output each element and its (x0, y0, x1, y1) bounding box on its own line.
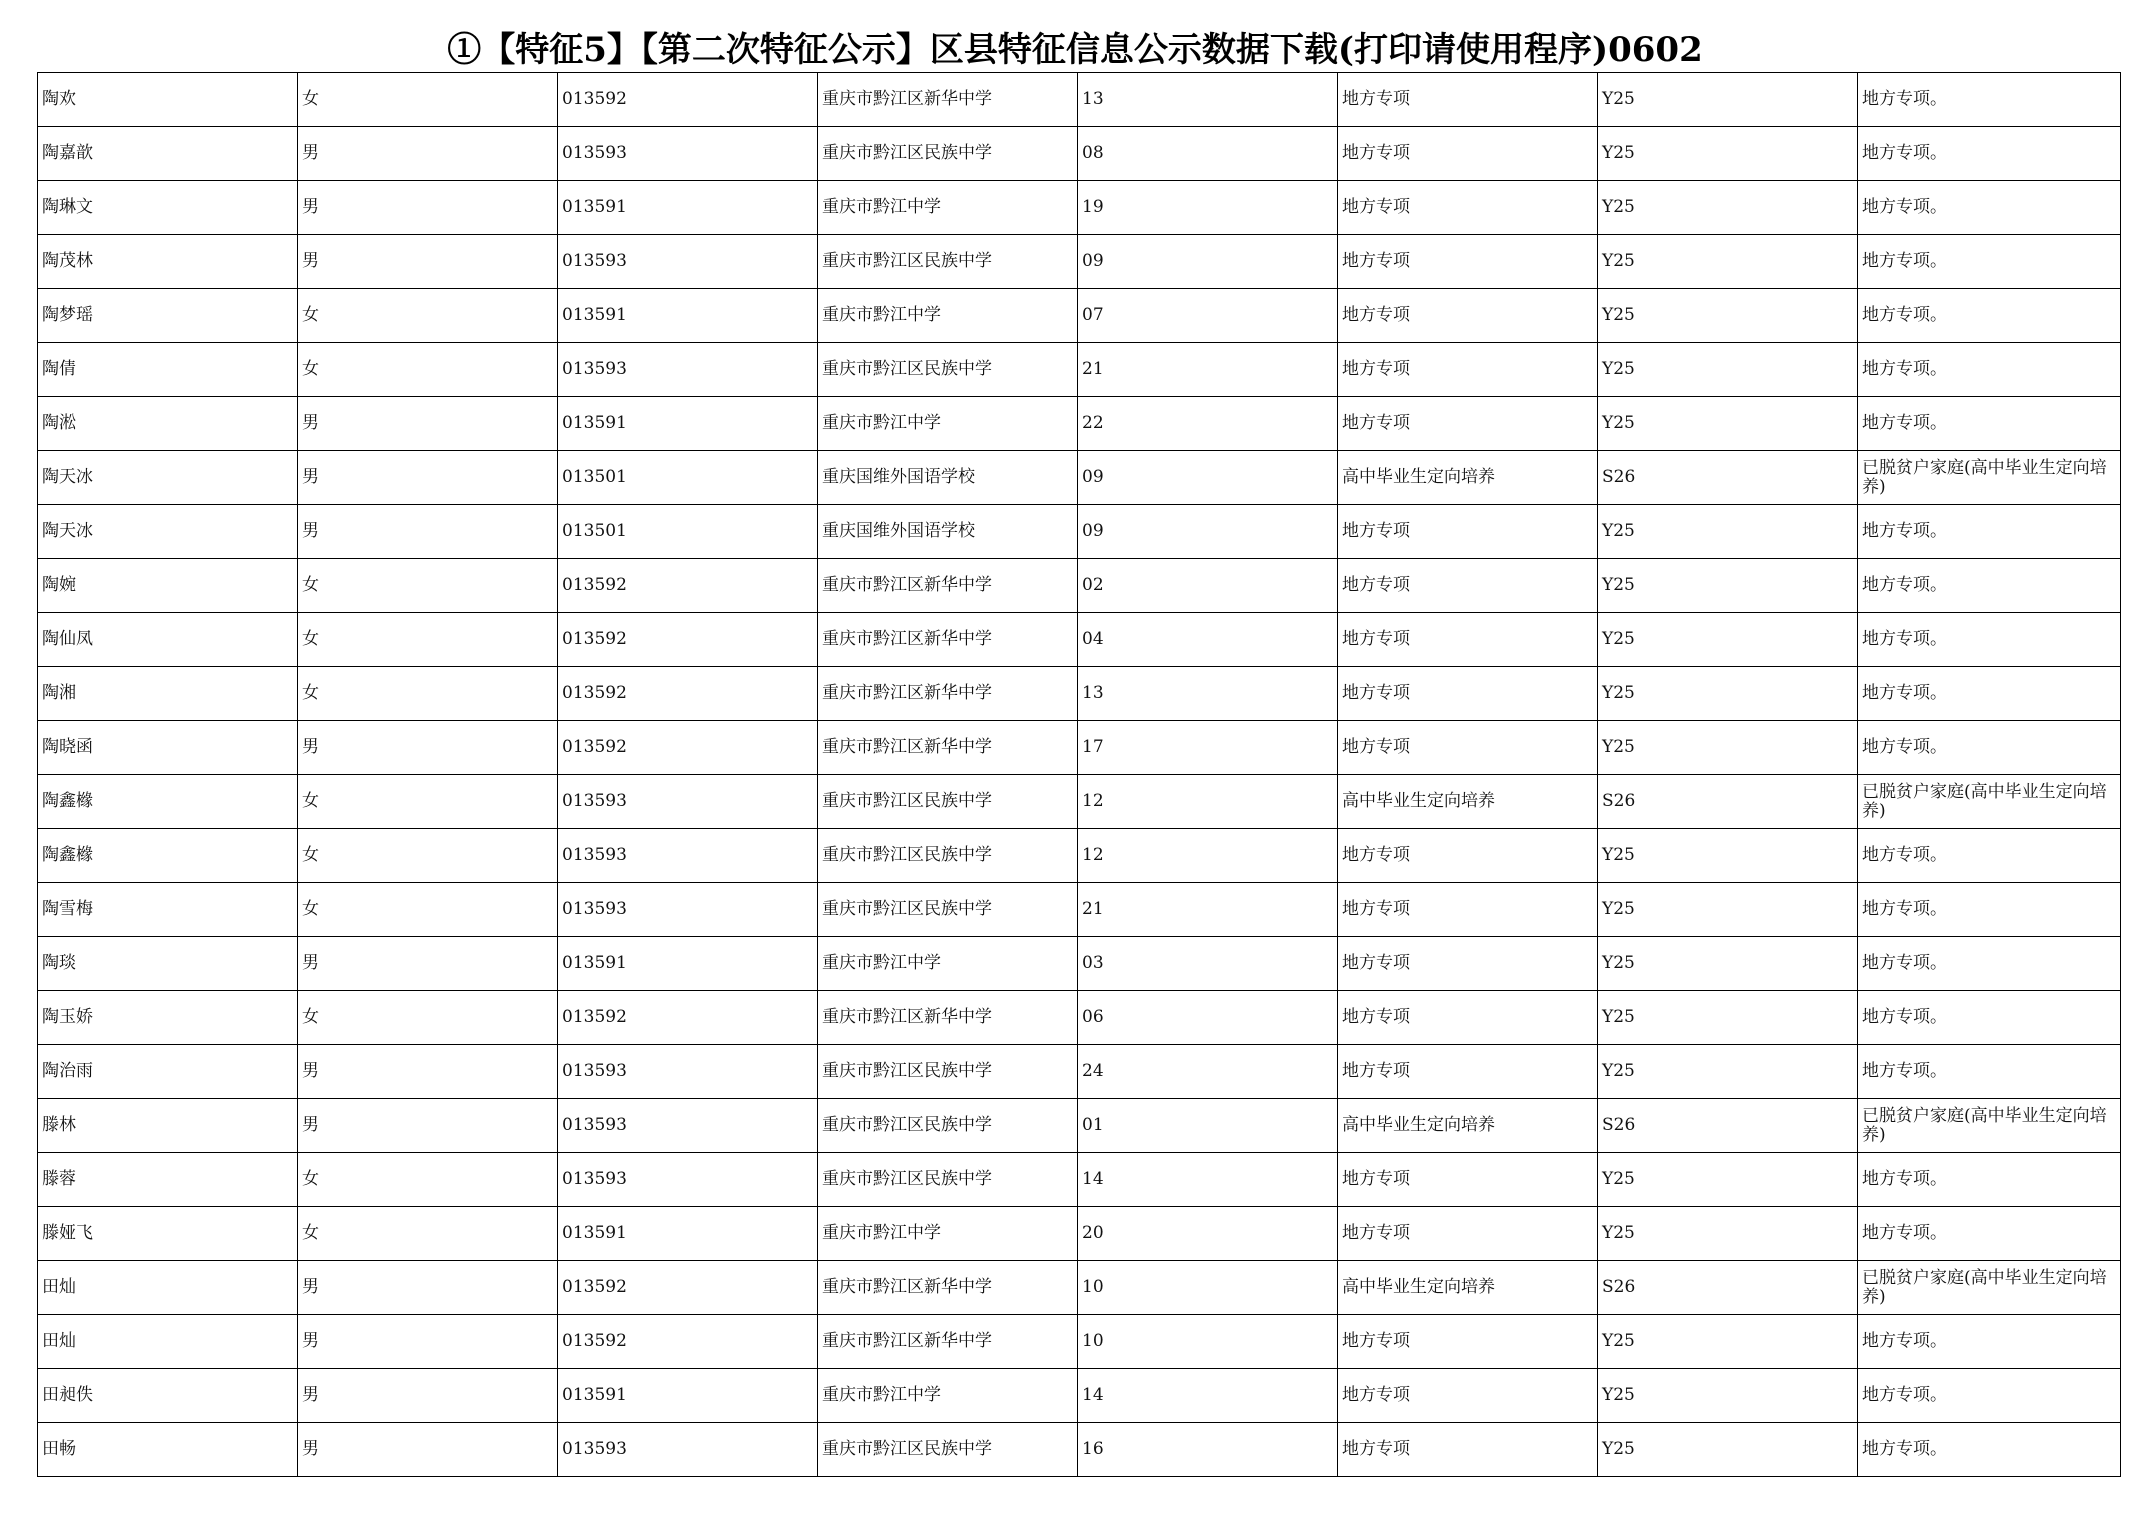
school-code-cell: 013593 (558, 775, 818, 829)
gender-cell: 女 (298, 667, 558, 721)
school-code-cell: 013593 (558, 127, 818, 181)
name-cell: 陶琰 (38, 937, 298, 991)
name-cell: 陶淞 (38, 397, 298, 451)
gender-cell: 男 (298, 505, 558, 559)
school-code-cell: 013592 (558, 559, 818, 613)
remark-cell: 地方专项。 (1858, 505, 2121, 559)
category-cell: 地方专项 (1338, 937, 1598, 991)
school-code-cell: 013592 (558, 73, 818, 127)
school-name-cell: 重庆市黔江区民族中学 (818, 775, 1078, 829)
category-cell: 地方专项 (1338, 1045, 1598, 1099)
table-row (38, 1099, 2121, 1153)
remark-cell: 地方专项。 (1858, 1369, 2121, 1423)
gender-cell: 男 (298, 181, 558, 235)
class-cell: 09 (1078, 451, 1338, 505)
table-row (38, 1423, 2121, 1477)
type-code-cell: Y25 (1598, 991, 1858, 1045)
school-code-cell: 013593 (558, 1099, 818, 1153)
class-cell: 01 (1078, 1099, 1338, 1153)
school-name-cell: 重庆市黔江中学 (818, 181, 1078, 235)
school-code-cell: 013593 (558, 829, 818, 883)
class-cell: 09 (1078, 235, 1338, 289)
table-row (38, 451, 2121, 505)
class-cell: 10 (1078, 1261, 1338, 1315)
remark-cell: 地方专项。 (1858, 181, 2121, 235)
gender-cell: 女 (298, 559, 558, 613)
type-code-cell: Y25 (1598, 235, 1858, 289)
table-row (38, 883, 2121, 937)
class-cell: 16 (1078, 1423, 1338, 1477)
class-cell: 17 (1078, 721, 1338, 775)
school-name-cell: 重庆市黔江区民族中学 (818, 1423, 1078, 1477)
school-name-cell: 重庆市黔江区新华中学 (818, 73, 1078, 127)
type-code-cell: Y25 (1598, 1369, 1858, 1423)
category-cell: 高中毕业生定向培养 (1338, 1261, 1598, 1315)
gender-cell: 女 (298, 829, 558, 883)
gender-cell: 女 (298, 1153, 558, 1207)
gender-cell: 男 (298, 937, 558, 991)
school-code-cell: 013591 (558, 181, 818, 235)
remark-cell: 已脱贫户家庭(高中毕业生定向培养) (1858, 451, 2121, 505)
table-row (38, 1207, 2121, 1261)
school-name-cell: 重庆市黔江中学 (818, 937, 1078, 991)
name-cell: 陶治雨 (38, 1045, 298, 1099)
category-cell: 地方专项 (1338, 505, 1598, 559)
name-cell: 滕林 (38, 1099, 298, 1153)
category-cell: 高中毕业生定向培养 (1338, 1099, 1598, 1153)
table-row (38, 235, 2121, 289)
category-cell: 高中毕业生定向培养 (1338, 451, 1598, 505)
school-name-cell: 重庆市黔江区新华中学 (818, 667, 1078, 721)
school-code-cell: 013592 (558, 991, 818, 1045)
table-row (38, 127, 2121, 181)
category-cell: 地方专项 (1338, 181, 1598, 235)
category-cell: 地方专项 (1338, 1207, 1598, 1261)
school-name-cell: 重庆市黔江中学 (818, 289, 1078, 343)
category-cell: 地方专项 (1338, 397, 1598, 451)
table-body (38, 73, 2121, 1477)
name-cell: 陶茂林 (38, 235, 298, 289)
type-code-cell: Y25 (1598, 397, 1858, 451)
category-cell: 地方专项 (1338, 1369, 1598, 1423)
type-code-cell: Y25 (1598, 937, 1858, 991)
remark-cell: 地方专项。 (1858, 343, 2121, 397)
remark-cell: 地方专项。 (1858, 73, 2121, 127)
gender-cell: 男 (298, 1045, 558, 1099)
gender-cell: 男 (298, 1423, 558, 1477)
school-code-cell: 013593 (558, 1423, 818, 1477)
category-cell: 地方专项 (1338, 235, 1598, 289)
school-name-cell: 重庆市黔江区新华中学 (818, 613, 1078, 667)
name-cell: 陶天冰 (38, 505, 298, 559)
document-title: ①【特征5】【第二次特征公示】区县特征信息公示数据下载(打印请使用程序)0602 (447, 30, 1703, 70)
type-code-cell: Y25 (1598, 667, 1858, 721)
remark-cell: 已脱贫户家庭(高中毕业生定向培养) (1858, 1261, 2121, 1315)
class-cell: 14 (1078, 1369, 1338, 1423)
name-cell: 陶琳文 (38, 181, 298, 235)
remark-cell: 地方专项。 (1858, 613, 2121, 667)
school-name-cell: 重庆市黔江区民族中学 (818, 1045, 1078, 1099)
remark-cell: 地方专项。 (1858, 1153, 2121, 1207)
category-cell: 地方专项 (1338, 829, 1598, 883)
data-table (37, 72, 2121, 1477)
type-code-cell: Y25 (1598, 613, 1858, 667)
table-row (38, 1045, 2121, 1099)
type-code-cell: S26 (1598, 775, 1858, 829)
school-code-cell: 013501 (558, 505, 818, 559)
class-cell: 03 (1078, 937, 1338, 991)
name-cell: 陶玉娇 (38, 991, 298, 1045)
type-code-cell: Y25 (1598, 127, 1858, 181)
remark-cell: 地方专项。 (1858, 559, 2121, 613)
class-cell: 02 (1078, 559, 1338, 613)
table-row (38, 721, 2121, 775)
name-cell: 陶湘 (38, 667, 298, 721)
class-cell: 12 (1078, 829, 1338, 883)
school-name-cell: 重庆市黔江区新华中学 (818, 559, 1078, 613)
school-code-cell: 013592 (558, 613, 818, 667)
table-row (38, 559, 2121, 613)
school-code-cell: 013501 (558, 451, 818, 505)
name-cell: 滕蓉 (38, 1153, 298, 1207)
remark-cell: 地方专项。 (1858, 235, 2121, 289)
name-cell: 陶倩 (38, 343, 298, 397)
school-name-cell: 重庆市黔江区民族中学 (818, 127, 1078, 181)
class-cell: 07 (1078, 289, 1338, 343)
school-name-cell: 重庆市黔江区民族中学 (818, 235, 1078, 289)
category-cell: 地方专项 (1338, 883, 1598, 937)
table-row (38, 1261, 2121, 1315)
type-code-cell: S26 (1598, 1261, 1858, 1315)
gender-cell: 女 (298, 343, 558, 397)
name-cell: 陶欢 (38, 73, 298, 127)
category-cell: 地方专项 (1338, 613, 1598, 667)
gender-cell: 男 (298, 235, 558, 289)
category-cell: 地方专项 (1338, 127, 1598, 181)
remark-cell: 地方专项。 (1858, 937, 2121, 991)
school-name-cell: 重庆国维外国语学校 (818, 451, 1078, 505)
table-row (38, 1315, 2121, 1369)
school-code-cell: 013593 (558, 343, 818, 397)
school-code-cell: 013593 (558, 1045, 818, 1099)
class-cell: 08 (1078, 127, 1338, 181)
category-cell: 高中毕业生定向培养 (1338, 775, 1598, 829)
school-code-cell: 013591 (558, 397, 818, 451)
class-cell: 06 (1078, 991, 1338, 1045)
gender-cell: 男 (298, 397, 558, 451)
type-code-cell: Y25 (1598, 559, 1858, 613)
gender-cell: 女 (298, 73, 558, 127)
table-row (38, 1369, 2121, 1423)
school-name-cell: 重庆国维外国语学校 (818, 505, 1078, 559)
type-code-cell: S26 (1598, 1099, 1858, 1153)
remark-cell: 地方专项。 (1858, 397, 2121, 451)
table-row (38, 613, 2121, 667)
gender-cell: 男 (298, 451, 558, 505)
remark-cell: 地方专项。 (1858, 667, 2121, 721)
type-code-cell: Y25 (1598, 73, 1858, 127)
name-cell: 田畅 (38, 1423, 298, 1477)
remark-cell: 地方专项。 (1858, 1207, 2121, 1261)
name-cell: 陶婉 (38, 559, 298, 613)
class-cell: 21 (1078, 883, 1338, 937)
gender-cell: 男 (298, 1369, 558, 1423)
type-code-cell: Y25 (1598, 1153, 1858, 1207)
name-cell: 田灿 (38, 1315, 298, 1369)
table-row (38, 181, 2121, 235)
school-name-cell: 重庆市黔江区民族中学 (818, 1153, 1078, 1207)
name-cell: 滕娅飞 (38, 1207, 298, 1261)
school-code-cell: 013591 (558, 937, 818, 991)
school-code-cell: 013592 (558, 1261, 818, 1315)
class-cell: 22 (1078, 397, 1338, 451)
type-code-cell: Y25 (1598, 721, 1858, 775)
name-cell: 陶嘉歆 (38, 127, 298, 181)
category-cell: 地方专项 (1338, 667, 1598, 721)
type-code-cell: Y25 (1598, 1207, 1858, 1261)
class-cell: 13 (1078, 73, 1338, 127)
class-cell: 04 (1078, 613, 1338, 667)
class-cell: 24 (1078, 1045, 1338, 1099)
table-row (38, 829, 2121, 883)
category-cell: 地方专项 (1338, 1423, 1598, 1477)
class-cell: 10 (1078, 1315, 1338, 1369)
school-code-cell: 013591 (558, 289, 818, 343)
category-cell: 地方专项 (1338, 289, 1598, 343)
name-cell: 田昶佚 (38, 1369, 298, 1423)
category-cell: 地方专项 (1338, 991, 1598, 1045)
remark-cell: 地方专项。 (1858, 1045, 2121, 1099)
school-name-cell: 重庆市黔江区新华中学 (818, 1261, 1078, 1315)
type-code-cell: Y25 (1598, 343, 1858, 397)
school-code-cell: 013593 (558, 235, 818, 289)
category-cell: 地方专项 (1338, 559, 1598, 613)
school-name-cell: 重庆市黔江区新华中学 (818, 1315, 1078, 1369)
class-cell: 14 (1078, 1153, 1338, 1207)
school-name-cell: 重庆市黔江区民族中学 (818, 829, 1078, 883)
school-code-cell: 013591 (558, 1369, 818, 1423)
school-name-cell: 重庆市黔江中学 (818, 1207, 1078, 1261)
gender-cell: 女 (298, 1207, 558, 1261)
type-code-cell: Y25 (1598, 1423, 1858, 1477)
type-code-cell: S26 (1598, 451, 1858, 505)
remark-cell: 地方专项。 (1858, 1423, 2121, 1477)
class-cell: 19 (1078, 181, 1338, 235)
name-cell: 陶鑫橼 (38, 829, 298, 883)
remark-cell: 地方专项。 (1858, 127, 2121, 181)
gender-cell: 女 (298, 289, 558, 343)
type-code-cell: Y25 (1598, 883, 1858, 937)
gender-cell: 男 (298, 127, 558, 181)
class-cell: 09 (1078, 505, 1338, 559)
class-cell: 21 (1078, 343, 1338, 397)
class-cell: 12 (1078, 775, 1338, 829)
table-row (38, 505, 2121, 559)
type-code-cell: Y25 (1598, 1315, 1858, 1369)
remark-cell: 地方专项。 (1858, 883, 2121, 937)
category-cell: 地方专项 (1338, 1315, 1598, 1369)
gender-cell: 女 (298, 613, 558, 667)
table-row (38, 397, 2121, 451)
remark-cell: 地方专项。 (1858, 991, 2121, 1045)
gender-cell: 女 (298, 883, 558, 937)
remark-cell: 地方专项。 (1858, 721, 2121, 775)
type-code-cell: Y25 (1598, 289, 1858, 343)
table-row (38, 343, 2121, 397)
table-row (38, 937, 2121, 991)
table-row (38, 73, 2121, 127)
type-code-cell: Y25 (1598, 181, 1858, 235)
remark-cell: 已脱贫户家庭(高中毕业生定向培养) (1858, 1099, 2121, 1153)
school-code-cell: 013592 (558, 667, 818, 721)
gender-cell: 男 (298, 1315, 558, 1369)
school-code-cell: 013593 (558, 883, 818, 937)
category-cell: 地方专项 (1338, 343, 1598, 397)
school-name-cell: 重庆市黔江中学 (818, 1369, 1078, 1423)
school-code-cell: 013592 (558, 721, 818, 775)
gender-cell: 女 (298, 775, 558, 829)
school-name-cell: 重庆市黔江区民族中学 (818, 883, 1078, 937)
gender-cell: 男 (298, 1261, 558, 1315)
remark-cell: 地方专项。 (1858, 289, 2121, 343)
school-name-cell: 重庆市黔江区新华中学 (818, 991, 1078, 1045)
gender-cell: 男 (298, 1099, 558, 1153)
school-name-cell: 重庆市黔江中学 (818, 397, 1078, 451)
table-row (38, 991, 2121, 1045)
remark-cell: 地方专项。 (1858, 829, 2121, 883)
school-code-cell: 013592 (558, 1315, 818, 1369)
category-cell: 地方专项 (1338, 73, 1598, 127)
name-cell: 陶仙凤 (38, 613, 298, 667)
table-row (38, 289, 2121, 343)
class-cell: 20 (1078, 1207, 1338, 1261)
remark-cell: 已脱贫户家庭(高中毕业生定向培养) (1858, 775, 2121, 829)
table-row (38, 775, 2121, 829)
name-cell: 陶雪梅 (38, 883, 298, 937)
name-cell: 田灿 (38, 1261, 298, 1315)
name-cell: 陶晓函 (38, 721, 298, 775)
school-name-cell: 重庆市黔江区民族中学 (818, 1099, 1078, 1153)
table-row (38, 667, 2121, 721)
type-code-cell: Y25 (1598, 505, 1858, 559)
gender-cell: 男 (298, 721, 558, 775)
type-code-cell: Y25 (1598, 829, 1858, 883)
school-code-cell: 013591 (558, 1207, 818, 1261)
type-code-cell: Y25 (1598, 1045, 1858, 1099)
name-cell: 陶梦瑶 (38, 289, 298, 343)
remark-cell: 地方专项。 (1858, 1315, 2121, 1369)
table-row (38, 1153, 2121, 1207)
category-cell: 地方专项 (1338, 1153, 1598, 1207)
school-code-cell: 013593 (558, 1153, 818, 1207)
school-name-cell: 重庆市黔江区新华中学 (818, 721, 1078, 775)
gender-cell: 女 (298, 991, 558, 1045)
school-name-cell: 重庆市黔江区民族中学 (818, 343, 1078, 397)
category-cell: 地方专项 (1338, 721, 1598, 775)
name-cell: 陶天冰 (38, 451, 298, 505)
class-cell: 13 (1078, 667, 1338, 721)
name-cell: 陶鑫橼 (38, 775, 298, 829)
